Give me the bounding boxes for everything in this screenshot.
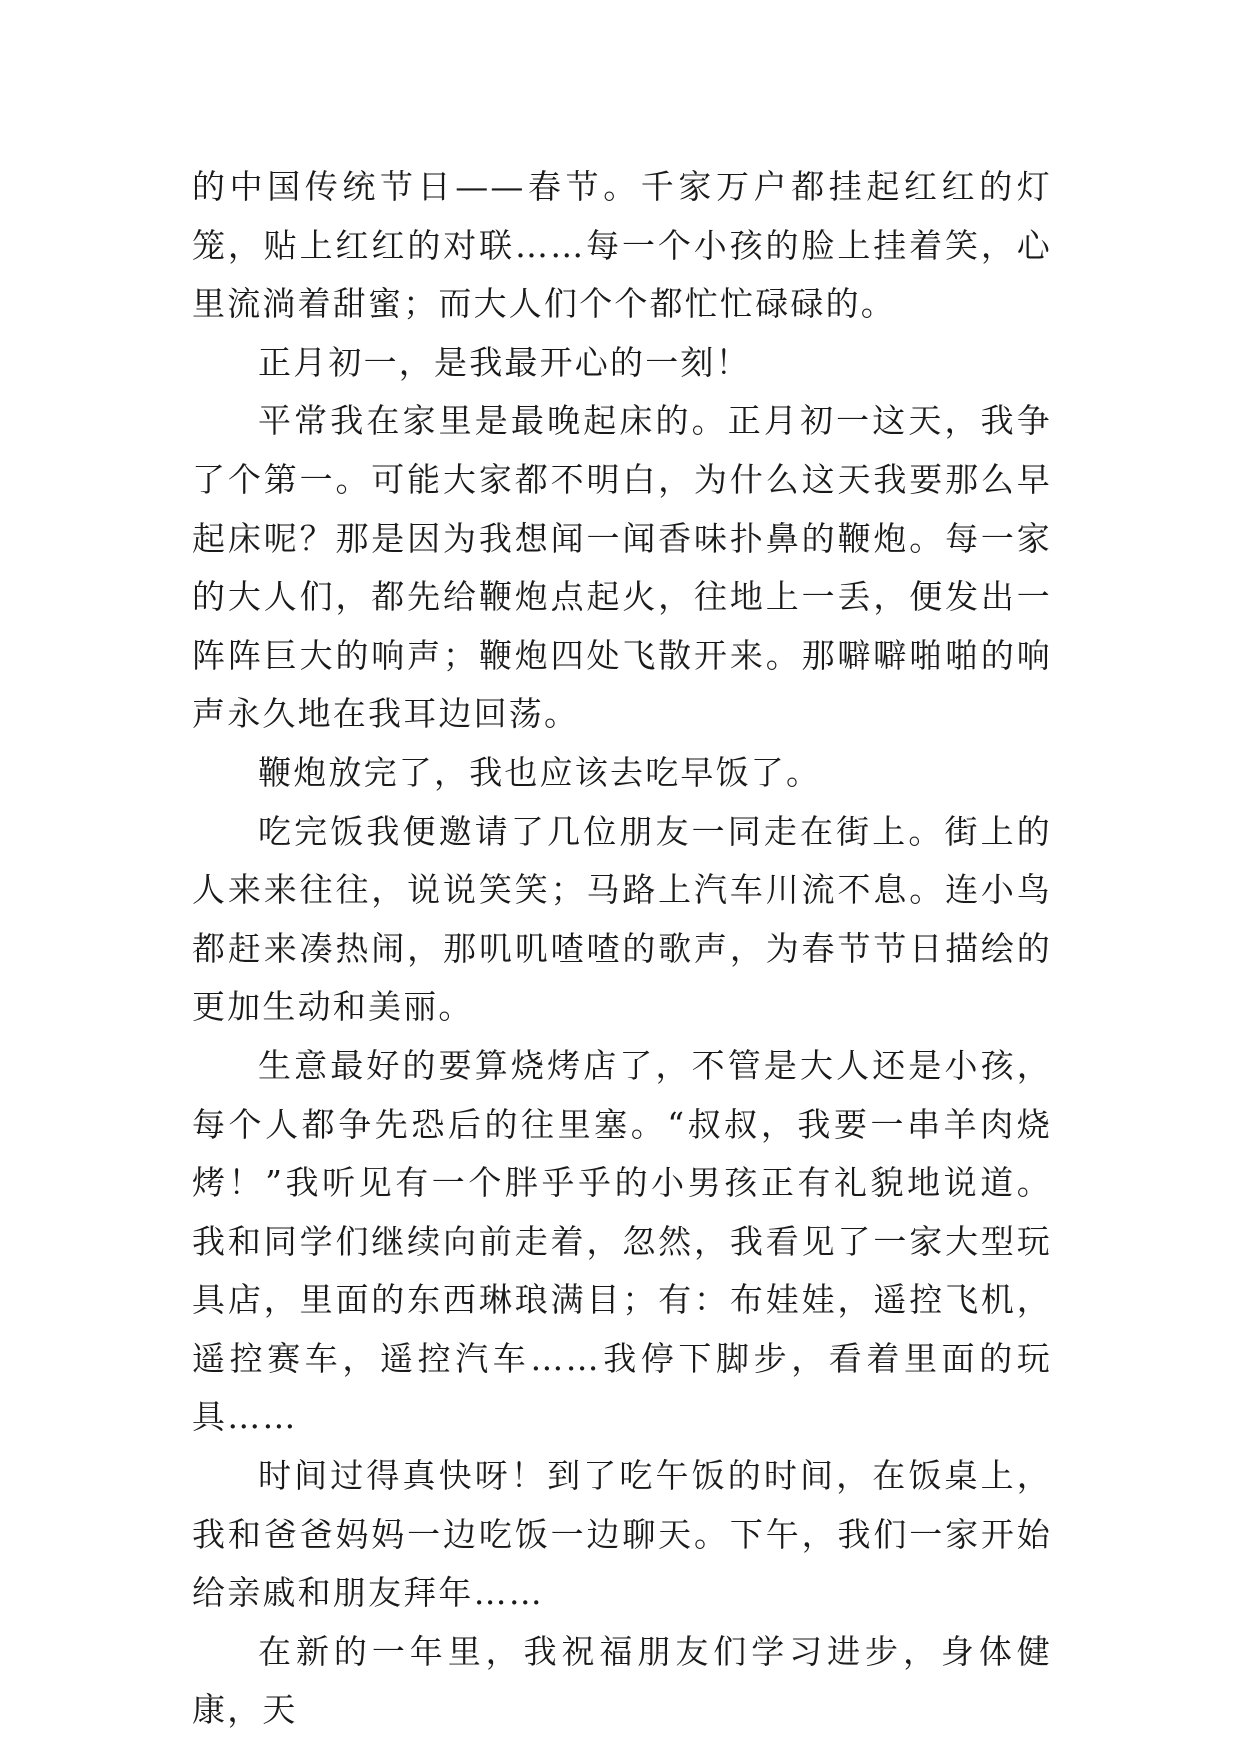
- paragraph-street-walk: 吃完饭我便邀请了几位朋友一同走在街上。街上的人来来往往，说说笑笑；马路上汽车川流不息。连小鸟都赶来凑热闹，那叽叽喳喳的歌声，为春节节日描绘的更加生动和美丽。: [192, 811, 1052, 1027]
- paragraph-lunch-visits: 时间过得真快呀！到了吃午饭的时间，在饭桌上，我和爸爸妈妈一边吃饭一边聊天。下午，我们一家开始给亲戚和朋友拜年……: [192, 1456, 1052, 1613]
- essay-body: [192, 158, 1052, 1740]
- paragraph-firecrackers: 平常我在家里是最晚起床的。正月初一这天，我争了个第一。可能大家都不明白，为什么这天我要那么早起床呢？那是因为我想闻一闻香味扑鼻的鞭炮。每一家的大人们，都先给鞭炮点起火，往地上一丢，便发出一阵阵巨大的响声；鞭炮四处飞散开来。那噼噼啪啪的响声永久地在我耳边回荡。: [192, 401, 1052, 734]
- paragraph-breakfast: 鞭炮放完了，我也应该去吃早饭了。: [258, 752, 822, 792]
- paragraph-barbecue-toy-shop: 生意最好的要算烧烤店了，不管是大人还是小孩，每个人都争先恐后的往里塞。“叔叔，我要一串羊肉烧烤！”我听见有一个胖乎乎的小男孩正有礼貌地说道。我和同学们继续向前走着，忽然，我看见了一家大型玩具店，里面的东西琳琅满目；有：布娃娃，遥控飞机，遥控赛车，遥控汽车……我停下脚步，看着里面的玩具……: [192, 1045, 1052, 1437]
- paragraph-new-year-wishes: 在新的一年里，我祝福朋友们学习进步，身体健康，天: [192, 1631, 1052, 1730]
- paragraph-spring-festival-intro: 的中国传统节日——春节。千家万户都挂起红红的灯笼，贴上红红的对联……每一个小孩的脸上挂着笑，心里流淌着甜蜜；而大人们个个都忙忙碌碌的。: [192, 167, 1052, 324]
- paragraph-new-year-day: 正月初一，是我最开心的一刻！: [258, 342, 751, 382]
